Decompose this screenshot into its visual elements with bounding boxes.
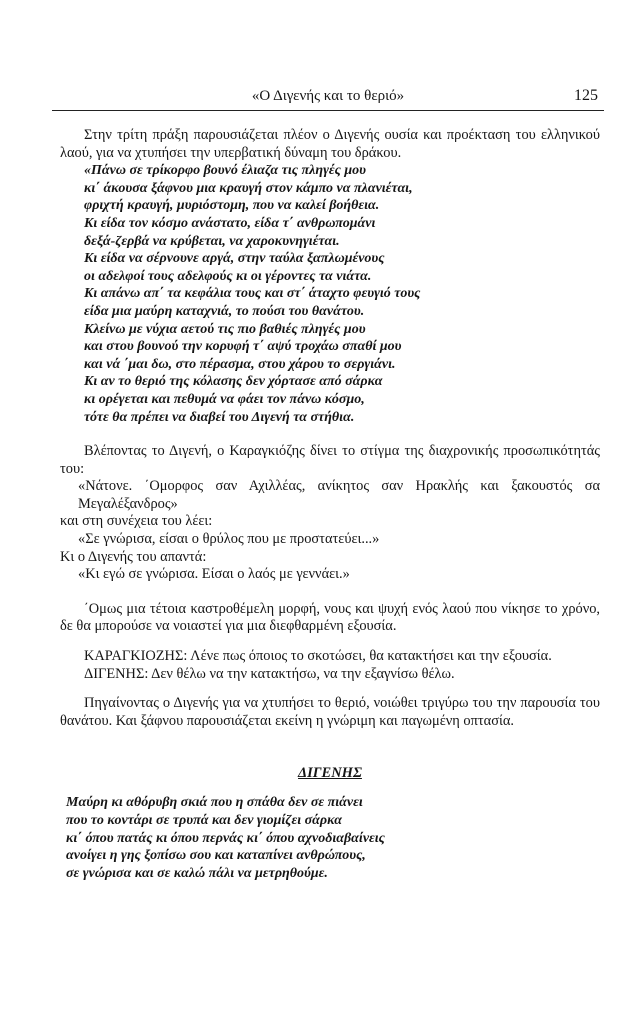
dialogue-karagiozis: ΚΑΡΑΓΚΙΟΖΗΣ: Λένε πως όποιος το σκοτώσει, θα κατακτήσει και την εξουσία.: [84, 648, 552, 665]
paragraph-4: Πηγαίνοντας ο Διγενής για να χτυπήσει το θεριό, νοιώθει τριγύρω του την παρουσία του θανάτου. Και ξάφνου παρουσιάζεται εκείνη η γνώριμη και παγωμένη οπτασία.: [60, 695, 600, 729]
line-continues: και στη συνέχεια του λέει:: [60, 513, 213, 530]
verse-line: δεξά-ζερβά να κρύβεται, να χαροκυνηγιέται.: [84, 233, 340, 249]
verse-line: Κλείνω με νύχια αετού τις πιο βαθιές πληγές μου: [84, 321, 366, 337]
verse-line: τότε θα πρέπει να διαβεί του Διγενή τα στήθια.: [84, 409, 355, 425]
quote-2: «Σε γνώρισα, είσαι ο θρύλος που με προστατεύει...»: [78, 531, 380, 548]
verse-line: και νά ΄μαι δω, στο πέρασμα, στου χάρου το σεργιάνι.: [84, 356, 396, 372]
page-number: 125: [574, 87, 598, 104]
verse-line: κι΄ άκουσα ξάφνου μια κραυγή στον κάμπο να πλανιέται,: [84, 180, 413, 196]
verse-line: Κι είδα τον κόσμο ανάστατο, είδα τ΄ ανθρωπομάνι: [84, 215, 376, 231]
verse-line: Μαύρη κι αθόρυβη σκιά που η σπάθα δεν σε πιάνει: [66, 795, 363, 811]
verse-line: είδα μια μαύρη καταχνιά, το πούσι του θανάτου.: [84, 303, 365, 319]
dialogue-digenis: ΔΙΓΕΝΗΣ: Δεν θέλω να την κατακτήσω, να την εξαγνίσω θέλω.: [84, 665, 455, 682]
verse-block-2: [60, 794, 600, 882]
page-body: [60, 127, 600, 882]
verse-line: που το κοντάρι σε τρυπά και δεν γιομίζει σάρκα: [66, 813, 343, 828]
verse-block-1: [60, 162, 600, 426]
line-answers: Κι ο Διγενής του απαντά:: [60, 548, 207, 565]
quote-3: «Κι εγώ σε γνώρισα. Είσαι ο λαός με γεννάει.»: [78, 566, 350, 583]
paragraph-2: Βλέποντας το Διγενή, ο Καραγκιόζης δίνει το στίγμα της διαχρονικής προσωπικότητάς του:: [60, 443, 600, 477]
verse-line: κι ορέγεται και πεθυμά να φάει τον πάνω κόσμο,: [84, 391, 365, 407]
intro-paragraph: Στην τρίτη πράξη παρουσιάζεται πλέον ο Διγενής ουσία και προέκταση του ελληνικού λαού, για να χτυπήσει την υπερβατική δύναμη του δράκου.: [60, 127, 600, 161]
verse-line: φριχτή κραυγή, μυριόστομη, που να καλεί βοήθεια.: [84, 198, 380, 214]
verse-line: Κι απάνω απ΄ τα κεφάλια τους και στ΄ άταχτο φευγιό τους: [84, 286, 421, 302]
verse-line: οι αδελφοί τους αδελφούς κι οι γέροντες τα νιάτα.: [84, 268, 372, 284]
verse-line: ανοίγει η γης ξοπίσω σου και καταπίνει ανθρώπους,: [66, 848, 366, 864]
running-title: «Ο Διγενής και το θεριό»: [251, 88, 405, 104]
paragraph-3: ΄Ομως μια τέτοια καστροθέμελη μορφή, νους και ψυχή ενός λαού που νίκησε το χρόνο, δε θα μπορούσε να νοιαστεί για μια διεφθαρμένη εξουσία.: [60, 600, 600, 635]
section-title: ΔΙΓΕΝΗΣ: [298, 765, 362, 782]
quote-1: «Νάτονε. ΄Ομορφος σαν Αχιλλέας, ανίκητος σαν Ηρακλής και ξακουστός σα Μεγαλέξανδρος»: [78, 478, 600, 512]
verse-line: σε γνώρισα και σε καλώ πάλι να μετρηθούμε.: [66, 865, 328, 881]
verse-line: κι΄ όπου πατάς κι όπου περνάς κι΄ όπου αχνοδιαβαίνεις: [66, 830, 385, 846]
verse-line: Κι αν το θεριό της κόλασης δεν χόρτασε από σάρκα: [84, 374, 383, 390]
verse-line: και στου βουνού την κορυφή τ΄ αψύ τροχάω σπαθί μου: [84, 339, 402, 355]
running-header: [52, 86, 604, 111]
verse-line: «Πάνω σε τρίκορφο βουνό έλιαζα τις πληγές μου: [84, 163, 367, 179]
verse-line: Κι είδα να σέρνουνε αργά, στην ταύλα ξαπλωμένους: [84, 251, 385, 267]
